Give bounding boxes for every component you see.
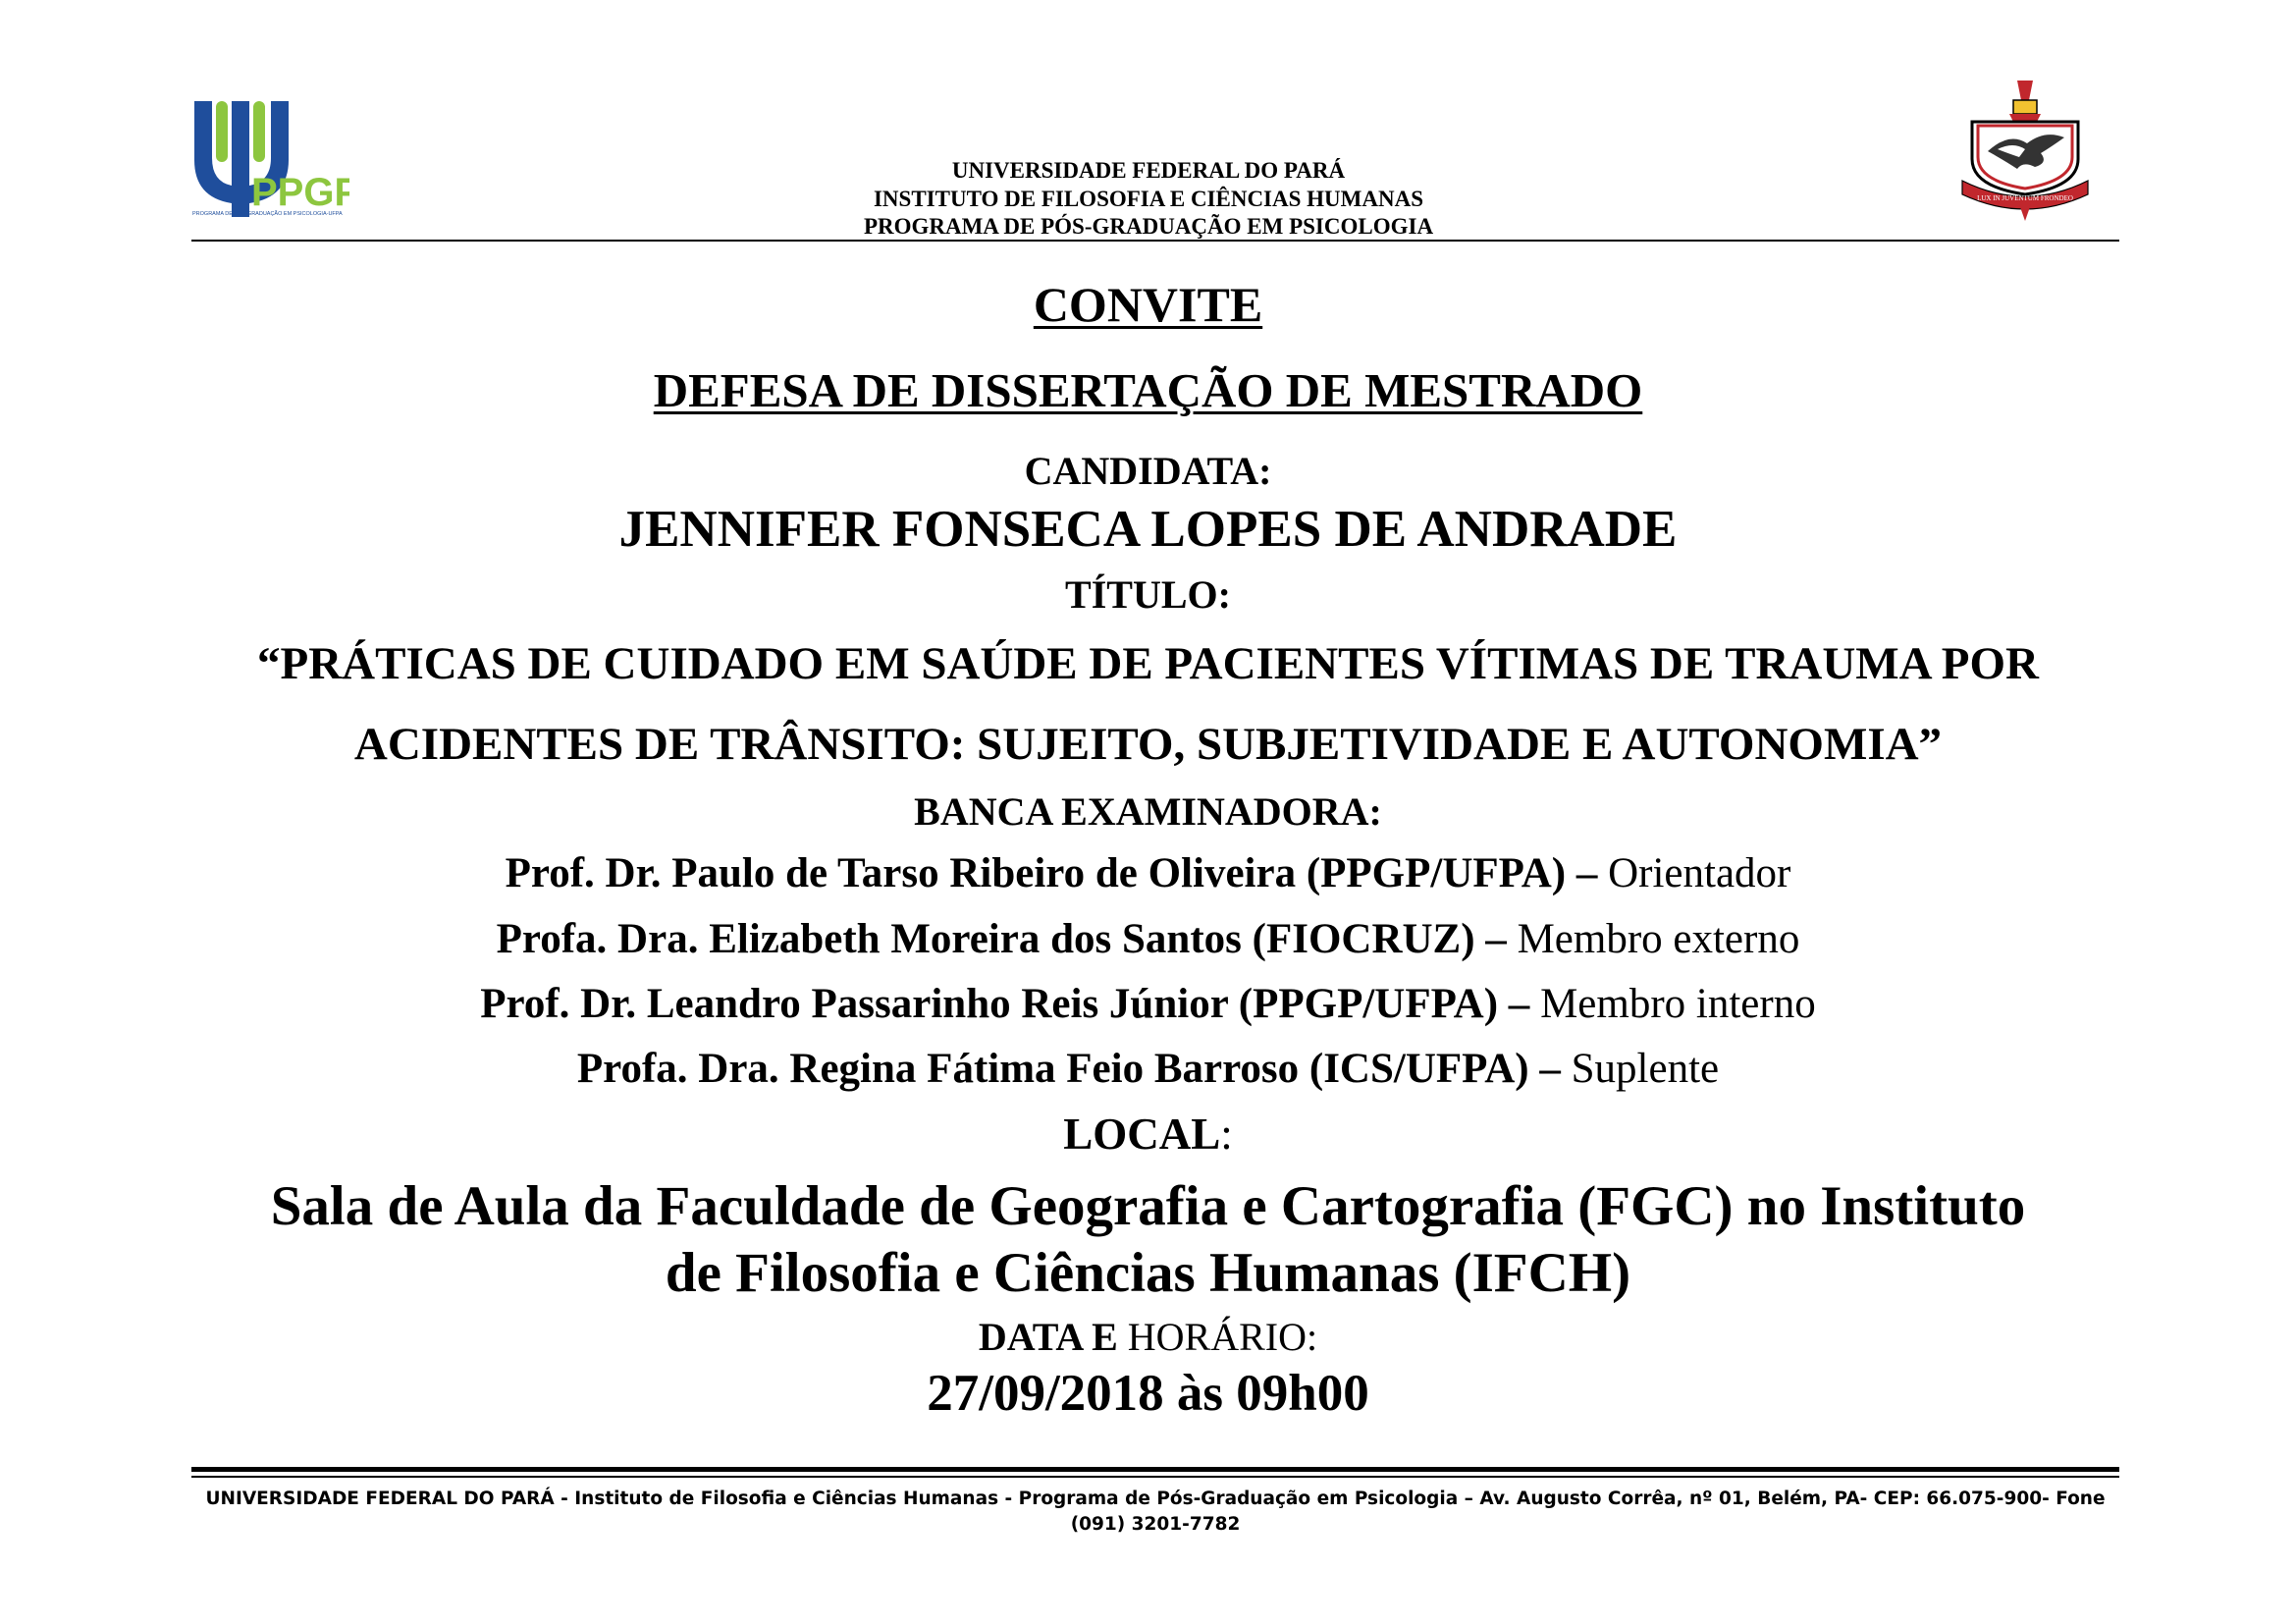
location-line-1: Sala de Aula da Faculdade de Geografia e Cartografia (FGC) no Instituto bbox=[270, 1175, 2026, 1237]
dissertation-title-line-2: ACIDENTES DE TRÂNSITO: SUJEITO, SUBJETIVIDADE E AUTONOMIA” bbox=[353, 719, 1943, 770]
location-label-text: LOCAL bbox=[1063, 1110, 1221, 1159]
location-line-2: de Filosofia e Ciências Humanas (IFCH) bbox=[665, 1242, 1631, 1304]
committee-label: BANCA EXAMINADORA: bbox=[914, 789, 1382, 834]
time-label-normal: HORÁRIO: bbox=[1117, 1315, 1318, 1359]
ppgp-logo bbox=[192, 101, 349, 217]
footer-divider-thin bbox=[191, 1476, 2119, 1478]
location-label bbox=[147, 1108, 2149, 1161]
candidate-name: JENNIFER FONSECA LOPES DE ANDRADE bbox=[618, 501, 1678, 558]
member-role: Orientador bbox=[1597, 850, 1791, 896]
member-name: Prof. Dr. Paulo de Tarso Ribeiro de Oliveira (PPGP/UFPA) – bbox=[505, 850, 1598, 896]
footer-address bbox=[196, 1487, 2114, 1538]
defense-heading: DEFESA DE DISSERTAÇÃO DE MESTRADO bbox=[653, 363, 1643, 417]
header-program: PROGRAMA DE PÓS-GRADUAÇÃO EM PSICOLOGIA bbox=[863, 214, 1434, 239]
member-name: Prof. Dr. Leandro Passarinho Reis Júnior (PPGP/UFPA) – bbox=[480, 981, 1530, 1027]
member-role: Membro externo bbox=[1506, 916, 1800, 962]
dissertation-title-line-1: “PRÁTICAS DE CUIDADO EM SAÚDE DE PACIENTES VÍTIMAS DE TRAUMA POR bbox=[257, 638, 2039, 689]
member-role: Membro interno bbox=[1529, 981, 1816, 1027]
date-time-label bbox=[147, 1314, 2149, 1361]
date-label-bold: DATA E bbox=[978, 1315, 1118, 1359]
member-role: Suplente bbox=[1560, 1046, 1720, 1092]
header-institute: INSTITUTO DE FILOSOFIA E CIÊNCIAS HUMANAS bbox=[873, 186, 1423, 211]
header-divider bbox=[191, 240, 2119, 242]
member-name: Profa. Dra. Elizabeth Moreira dos Santos (FIOCRUZ) – bbox=[496, 916, 1507, 962]
ufpa-seal-banner: LUX IN JUVENTUM FRONDEO bbox=[1977, 194, 2073, 202]
date-time-value: 27/09/2018 às 09h00 bbox=[927, 1365, 1369, 1422]
committee-member bbox=[147, 1044, 2149, 1095]
location-label-colon: : bbox=[1220, 1110, 1233, 1159]
candidate-label: CANDIDATA: bbox=[1024, 449, 1272, 493]
committee-member bbox=[147, 979, 2149, 1030]
committee-member bbox=[147, 848, 2149, 899]
committee-member bbox=[147, 914, 2149, 965]
footer-divider-thick bbox=[191, 1467, 2119, 1472]
ppgp-psi-logo-icon bbox=[192, 101, 349, 217]
ufpa-seal-icon bbox=[1958, 79, 2092, 221]
member-name: Profa. Dra. Regina Fátima Feio Barroso (ICS/UFPA) – bbox=[576, 1046, 1561, 1092]
footer-line-2: (091) 3201-7782 bbox=[1070, 1514, 1241, 1535]
institution-header bbox=[687, 157, 1610, 242]
ppgp-logo-subtext: PROGRAMA DE PÓS-GRADUAÇÃO EM PSICOLOGIA-UFPA bbox=[192, 211, 343, 217]
ufpa-seal bbox=[1958, 79, 2092, 221]
invitation-heading: CONVITE bbox=[1033, 277, 1263, 332]
header-university: UNIVERSIDADE FEDERAL DO PARÁ bbox=[951, 158, 1346, 183]
footer-line-1: UNIVERSIDADE FEDERAL DO PARÁ - Instituto de Filosofia e Ciências Humanas - Programa de Pós-Graduação em Psicologia – Av. Augusto Corrêa, nº 01, Belém, PA- CEP: 66.075-900- Fone bbox=[205, 1489, 2106, 1509]
svg-text:PPGP: PPGP bbox=[251, 171, 349, 214]
title-label: TÍTULO: bbox=[1065, 572, 1231, 617]
